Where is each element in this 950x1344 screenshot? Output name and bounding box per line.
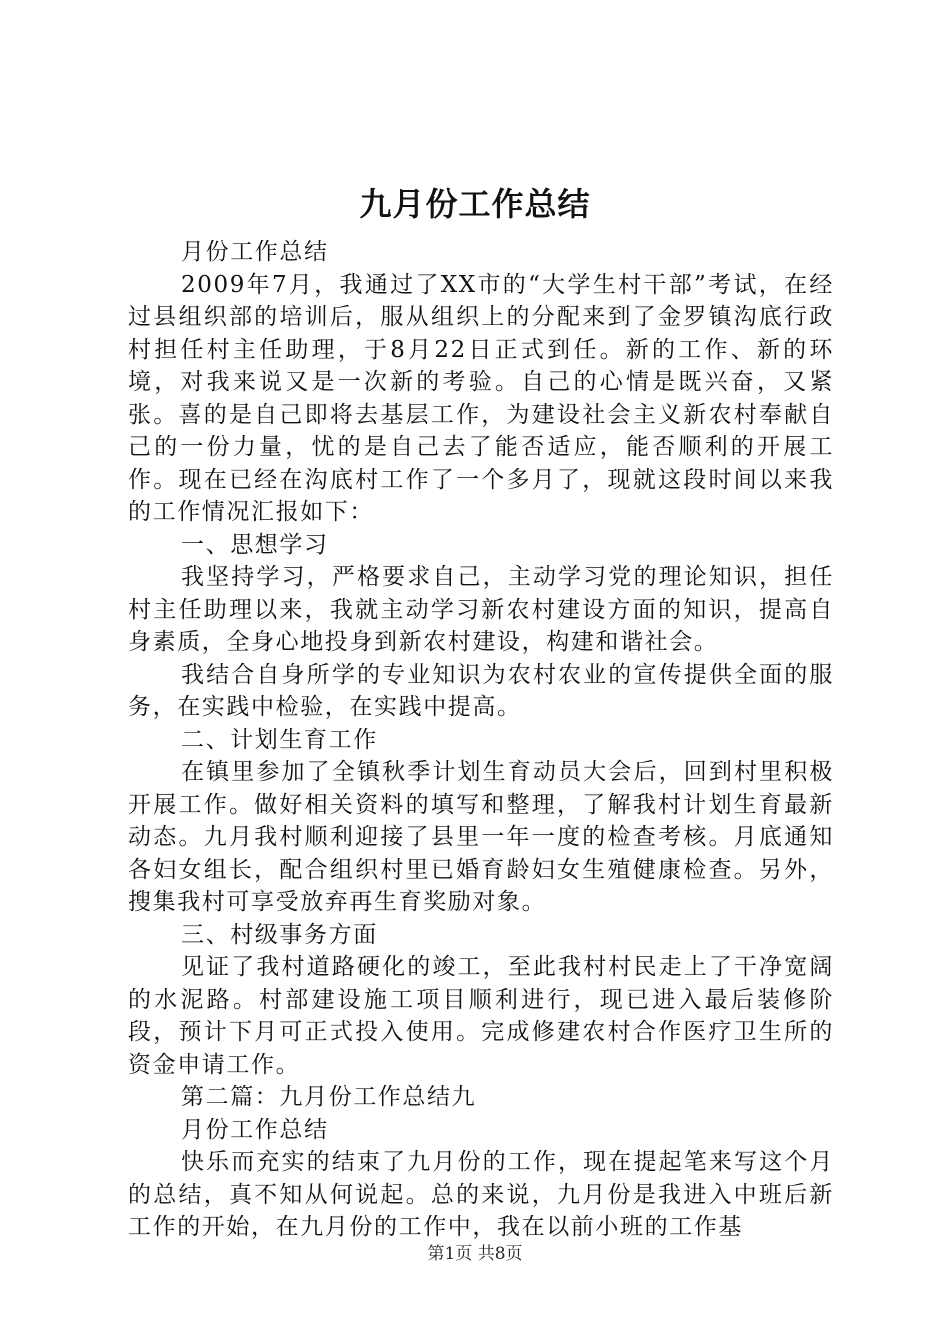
body-paragraph: 月份工作总结 xyxy=(181,239,329,265)
body-paragraph: 月份工作总结 xyxy=(181,1116,329,1143)
body-paragraph: 2009年7月，我通过了XX市的“大学生村干部”考试，在经过县组织部的培训后，服从组织上的分配来到了金罗镇沟底行政村担任村主任助理，于8月22日正式到任。新的工作、新的环境，对我来说又是一次新的考验。自己的心情是既兴奋，又紧张。喜的是自己即将去基层工作，为建设社会主义新农村奉献自己的一份力量，忧的是自己去了能否适应，能否顺利的开展工作。现在已经在沟底村工作了一个多月了，现就这段时间以来我的工作情况汇报如下： xyxy=(128,271,834,525)
body-paragraph: 我坚持学习，严格要求自己，主动学习党的理论知识，担任村主任助理以来，我就主动学习新农村建设方面的知识，提高自身素质，全身心地投身到新农村建设，构建和谐社会。 xyxy=(128,564,834,655)
section-heading: 二、计划生育工作 xyxy=(181,726,378,753)
section-heading: 第二篇：九月份工作总结九 xyxy=(181,1084,477,1110)
page-footer: 第1页 共8页 xyxy=(427,1244,523,1264)
body-paragraph: 在镇里参加了全镇秋季计划生育动员大会后，回到村里积极开展工作。做好相关资料的填写和整理，了解我村计划生育最新动态。九月我村顺利迎接了县里一年一度的检查考核。月底通知各妇女组长，配合组织村里已婚育龄妇女生殖健康检查。另外，搜集我村可享受放弃再生育奖励对象。 xyxy=(128,759,834,915)
body-paragraph: 快乐而充实的结束了九月份的工作，现在提起笔来写这个月的总结，真不知从何说起。总的来说，九月份是我进入中班后新工作的开始，在九月份的工作中，我在以前小班的工作基 xyxy=(128,1149,834,1240)
document-title: 九月份工作总结 xyxy=(359,185,591,223)
document-body xyxy=(128,236,834,1244)
body-paragraph: 见证了我村道路硬化的竣工，至此我村村民走上了干净宽阔的水泥路。村部建设施工项目顺利进行，现已进入最后装修阶段，预计下月可正式投入使用。完成修建农村合作医疗卫生所的资金申请工作。 xyxy=(128,954,834,1078)
body-paragraph: 我结合自身所学的专业知识为农村农业的宣传提供全面的服务，在实践中检验，在实践中提高。 xyxy=(128,661,834,720)
section-heading: 三、村级事务方面 xyxy=(181,921,378,948)
section-heading: 一、思想学习 xyxy=(181,531,329,558)
